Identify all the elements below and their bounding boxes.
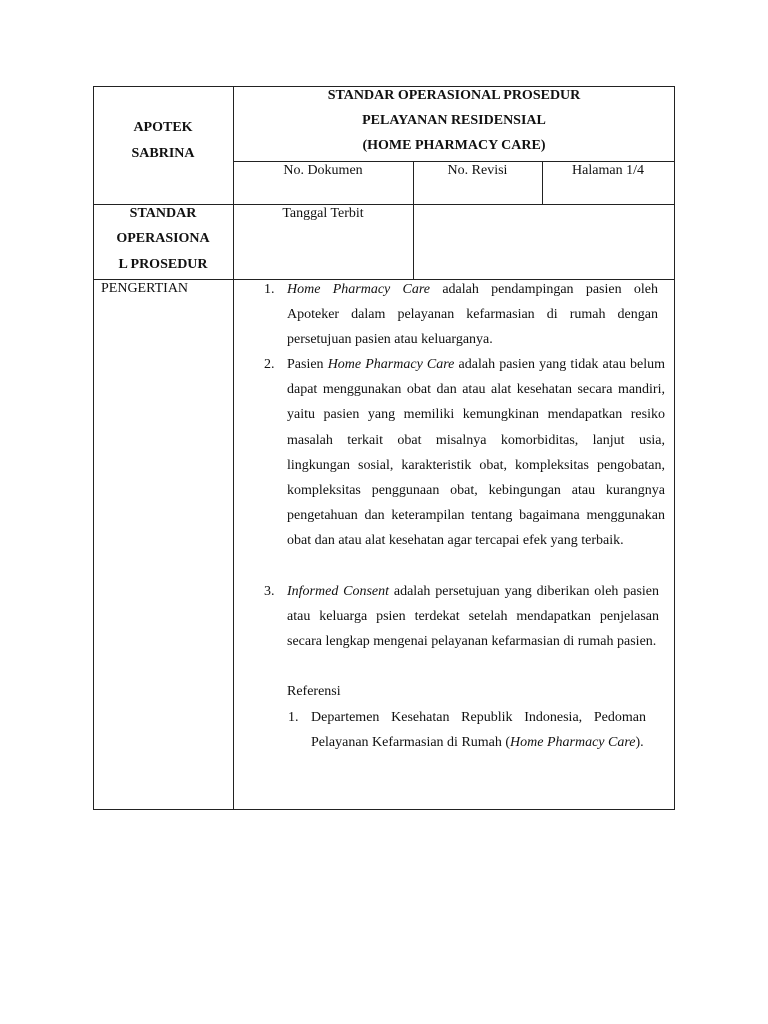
document-number-label: No. Dokumen [283,163,363,178]
revision-number-label: No. Revisi [447,163,508,178]
document-title-line2: PELAYANAN RESIDENSIAL [362,113,546,128]
definition-item-1 [264,277,658,353]
reference-item-1-term: Home Pharmacy Care [510,735,636,751]
definition-item-2-prefix: Pasien [287,357,328,372]
definition-item-2-text [287,352,665,554]
definition-item-3-number: 3. [264,584,275,599]
reference-item-1-number: 1. [288,710,299,725]
definition-item-3-body: adalah persetujuan yang diberikan oleh pasien atau keluarga psien terdekat setelah mendapatkan penjelasan secara lengkap mengenai pelayanan kefarmasian di rumah pasien. [287,584,660,650]
document-title-line1: STANDAR OPERASIONAL PROSEDUR [327,88,581,103]
definition-item-2-body: adalah pasien yang tidak atau belum dapat menggunakan obat dan atau alat kesehatan secara mandiri, yaitu pasien yang memiliki kemungkinan mendapatkan resiko masalah terkait obat misalnya komorbiditas, lanjut usia, lingkungan sosial, karakteristik obat, kompleksitas pengobatan, kompleksitas penggunaan obat, kebingungan atau kurangnya pengetahuan dan keterampilan tentang bagaimana menggunakan obat dan atau alat kesehatan agar tercapai efek yang terbaik. [287,357,665,549]
sop-document [93,86,675,810]
company-name-line2: SABRINA [131,146,195,161]
reference-item-1 [288,705,646,755]
table-border-right [674,86,675,810]
reference-heading: Referensi [287,684,341,699]
definition-item-3-term: Informed Consent [287,584,390,599]
definition-item-3 [264,579,660,655]
page-number-label: Halaman 1/4 [572,163,644,178]
table-border-bottom [93,809,675,810]
reference-item-1-text [311,705,646,755]
reference-item-1-body: Departemen Kesehatan Republik Indonesia, Pedoman Pelayanan Kefarmasian di Rumah ( [311,710,646,751]
definition-item-2-number: 2. [264,357,275,372]
table-border-left [93,86,94,810]
sop-label-line1: STANDAR [129,206,197,221]
definition-item-1-term: Home Pharmacy Care [287,282,431,297]
section-label: PENGERTIAN [101,281,189,296]
definition-item-1-text [287,277,658,353]
definition-item-1-body: adalah pendampingan pasien oleh Apoteker dalam pelayanan kefarmasian di rumah dengan persetujuan pasien atau keluarganya. [287,282,658,348]
definition-item-2 [264,352,665,554]
reference-item-1-tail: ). [635,735,644,751]
column-divider-main [233,86,234,810]
sop-label-line2: OPERASIONA [116,231,210,246]
definition-item-3-text [287,579,659,655]
definition-item-1-number: 1. [264,282,275,297]
document-title-line3: (HOME PHARMACY CARE) [362,138,546,153]
company-name-line1: APOTEK [133,120,193,135]
issue-date-label: Tanggal Terbit [282,206,364,221]
sop-label-line3: L PROSEDUR [118,257,208,272]
definition-item-2-term: Home Pharmacy Care [327,357,455,372]
